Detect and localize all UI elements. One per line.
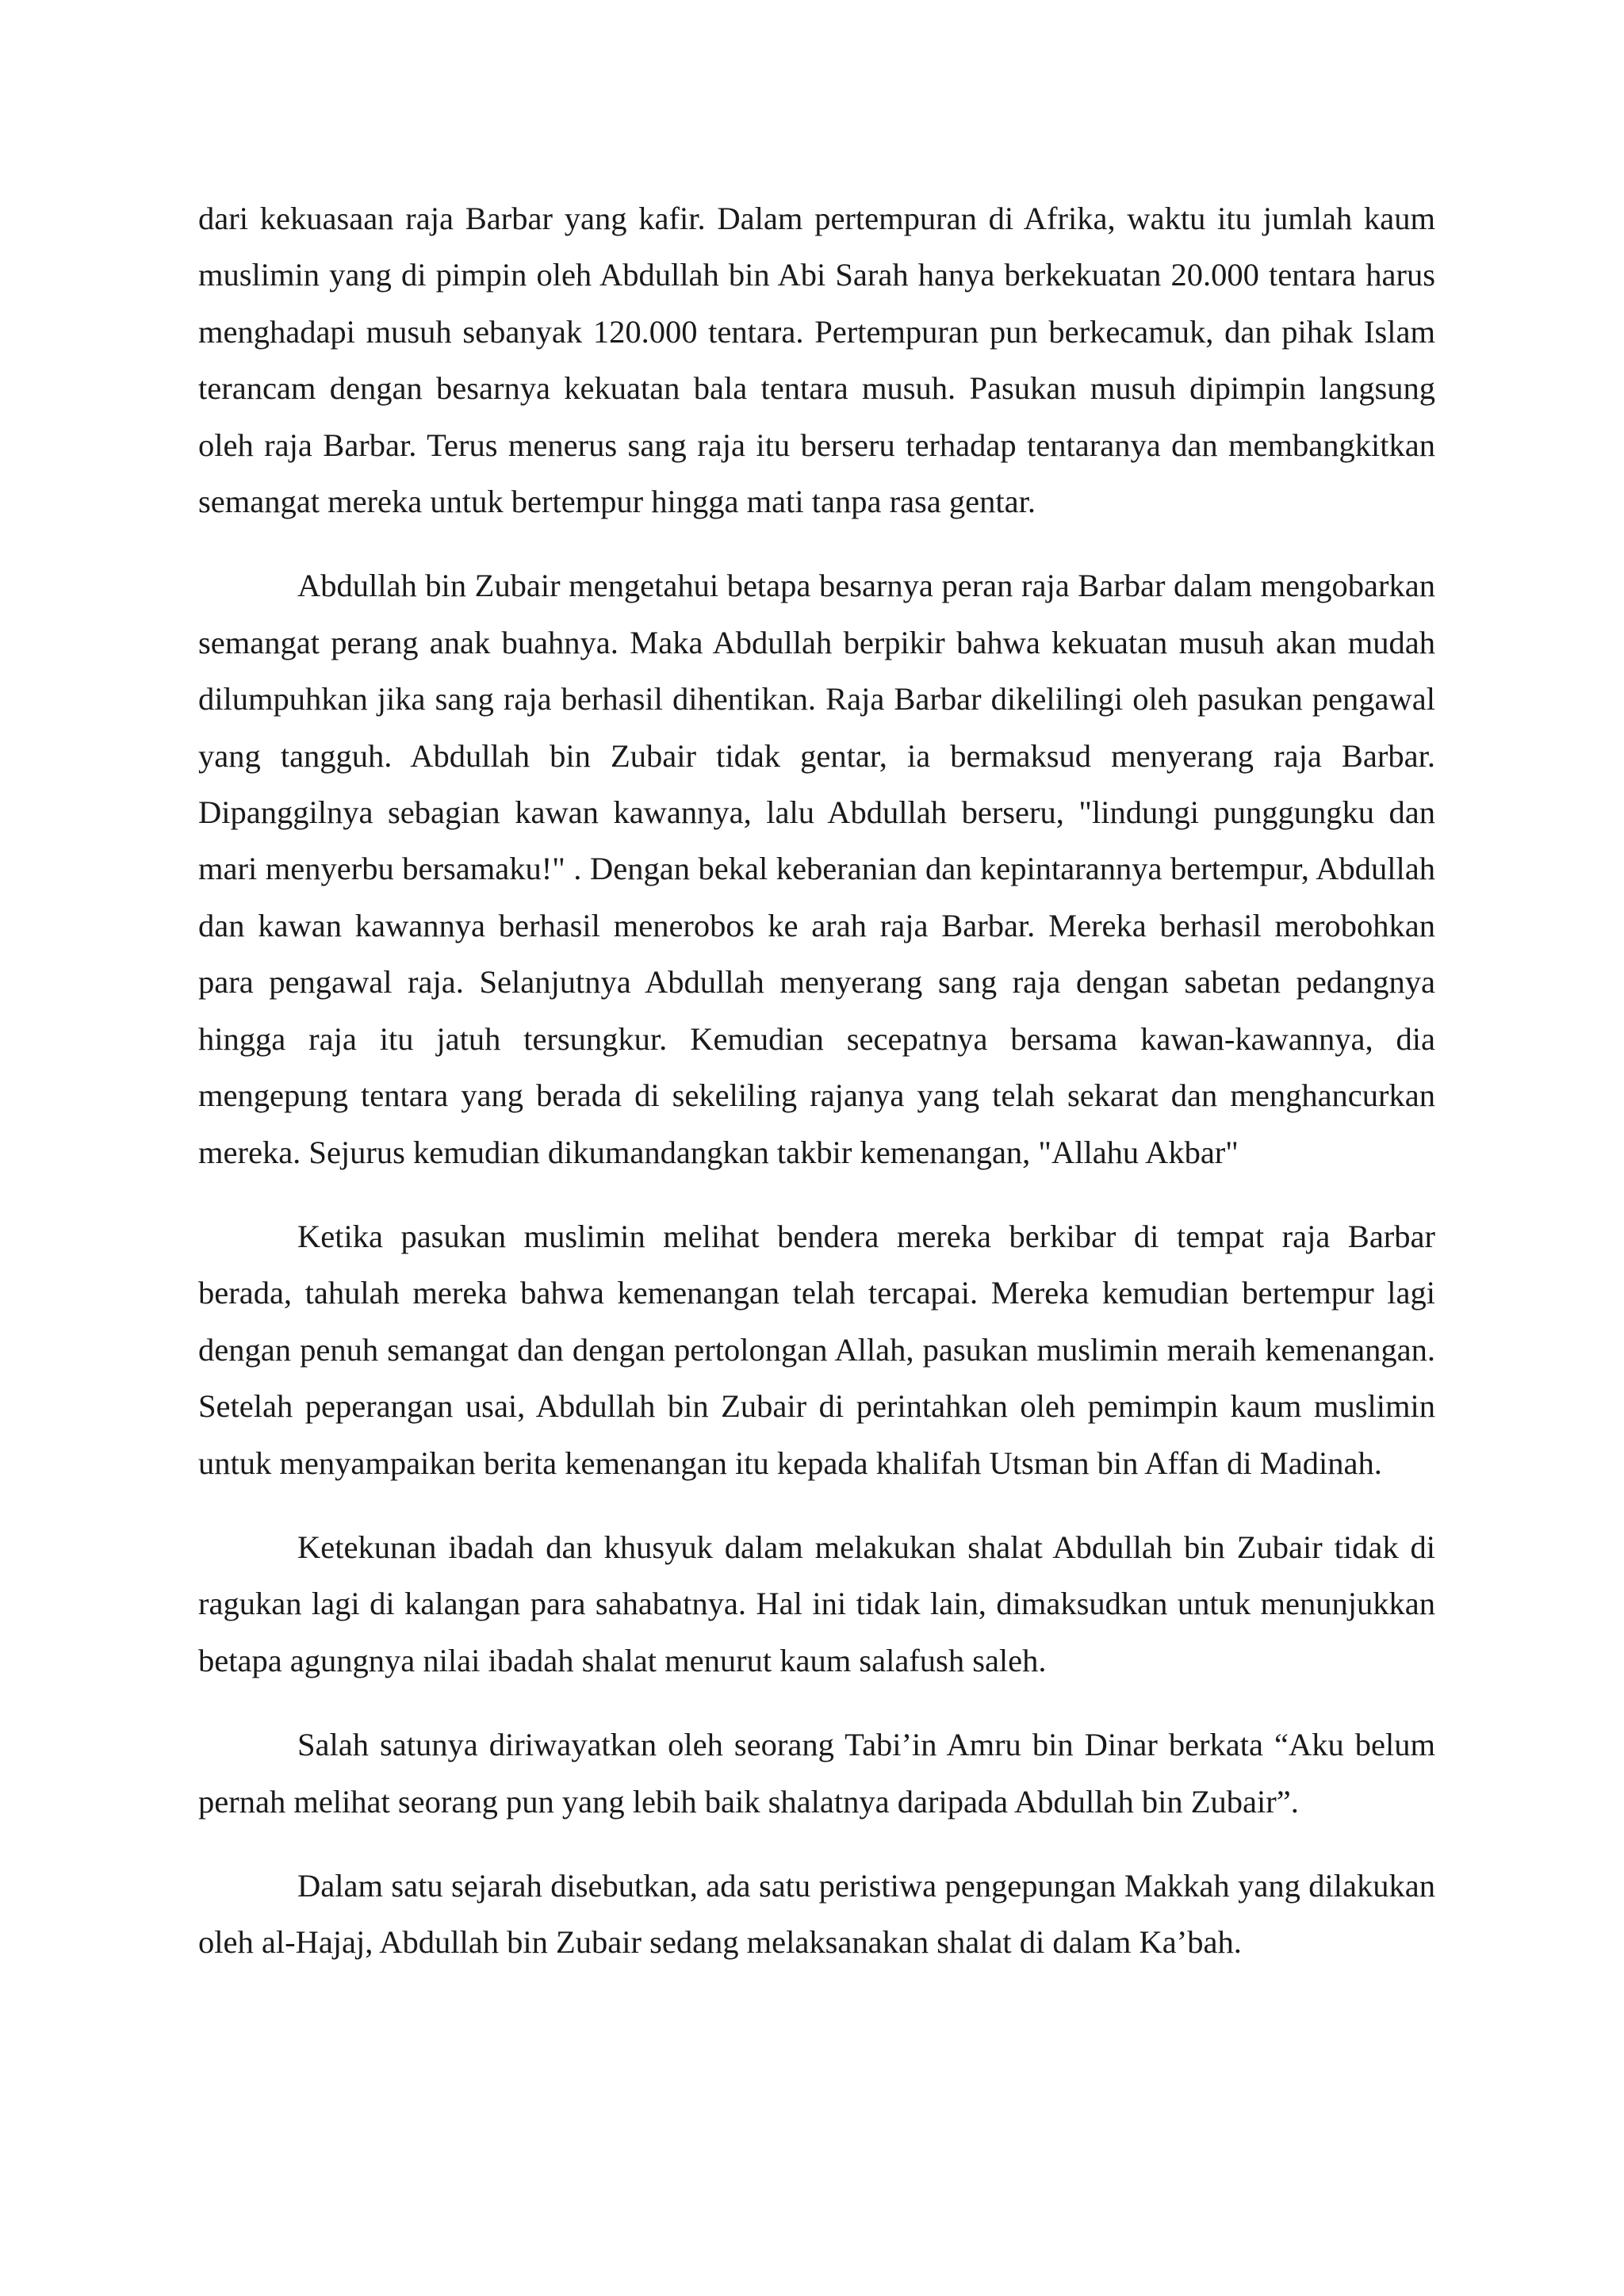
- paragraph-4: Ketekunan ibadah dan khusyuk dalam melakukan shalat Abdullah bin Zubair tidak di ragukan lagi di kalangan para sahabatnya. Hal ini tidak lain, dimaksudkan untuk menunjukkan betapa agungnya nilai ibadah shalat menurut kaum salafush saleh.: [198, 1529, 1435, 1678]
- document-body: [198, 190, 1435, 1971]
- paragraph-6: Dalam satu sejarah disebutkan, ada satu peristiwa pengepungan Makkah yang dilakukan oleh al-Hajaj, Abdullah bin Zubair sedang melaksanakan shalat di dalam Ka’bah.: [198, 1867, 1435, 1961]
- paragraph-1: dari kekuasaan raja Barbar yang kafir. Dalam pertempuran di Afrika, waktu itu jumlah kaum muslimin yang di pimpin oleh Abdullah bin Abi Sarah hanya berkekuatan 20.000 tentara harus menghadapi musuh sebanyak 120.000 tentara. Pertempuran pun berkecamuk, dan pihak Islam terancam dengan besarnya kekuatan bala tentara musuh. Pasukan musuh dipimpin langsung oleh raja Barbar. Terus menerus sang raja itu berseru terhadap tentaranya dan membangkitkan semangat mereka untuk bertempur hingga mati tanpa rasa gentar.: [198, 201, 1435, 520]
- paragraph-2: Abdullah bin Zubair mengetahui betapa besarnya peran raja Barbar dalam mengobarkan semangat perang anak buahnya. Maka Abdullah berpikir bahwa kekuatan musuh akan mudah dilumpuhkan jika sang raja berhasil dihentikan. Raja Barbar dikelilingi oleh pasukan pengawal yang tangguh. Abdullah bin Zubair tidak gentar, ia bermaksud menyerang raja Barbar. Dipanggilnya sebagian kawan kawannya, lalu Abdullah berseru, "lindungi punggungku dan mari menyerbu bersamaku!" . Dengan bekal keberanian dan kepintarannya bertempur, Abdullah dan kawan kawannya berhasil menerobos ke arah raja Barbar. Mereka berhasil merobohkan para pengawal raja. Selanjutnya Abdullah menyerang sang raja dengan sabetan pedangnya hingga raja itu jatuh tersungkur. Kemudian secepatnya bersama kawan-kawannya, dia mengepung tentara yang berada di sekeliling rajanya yang telah sekarat dan menghancurkan mereka. Sejurus kemudian dikumandangkan takbir kemenangan, "Allahu Akbar": [198, 568, 1435, 1170]
- paragraph-5: Salah satunya diriwayatkan oleh seorang Tabi’in Amru bin Dinar berkata “Aku belum pernah melihat seorang pun yang lebih baik shalatnya daripada Abdullah bin Zubair”.: [198, 1727, 1435, 1820]
- paragraph-3: Ketika pasukan muslimin melihat bendera mereka berkibar di tempat raja Barbar berada, tahulah mereka bahwa kemenangan telah tercapai. Mereka kemudian bertempur lagi dengan penuh semangat dan dengan pertolongan Allah, pasukan muslimin meraih kemenangan. Setelah peperangan usai, Abdullah bin Zubair di perintahkan oleh pemimpin kaum muslimin untuk menyampaikan berita kemenangan itu kepada khalifah Utsman bin Affan di Madinah.: [198, 1218, 1435, 1481]
